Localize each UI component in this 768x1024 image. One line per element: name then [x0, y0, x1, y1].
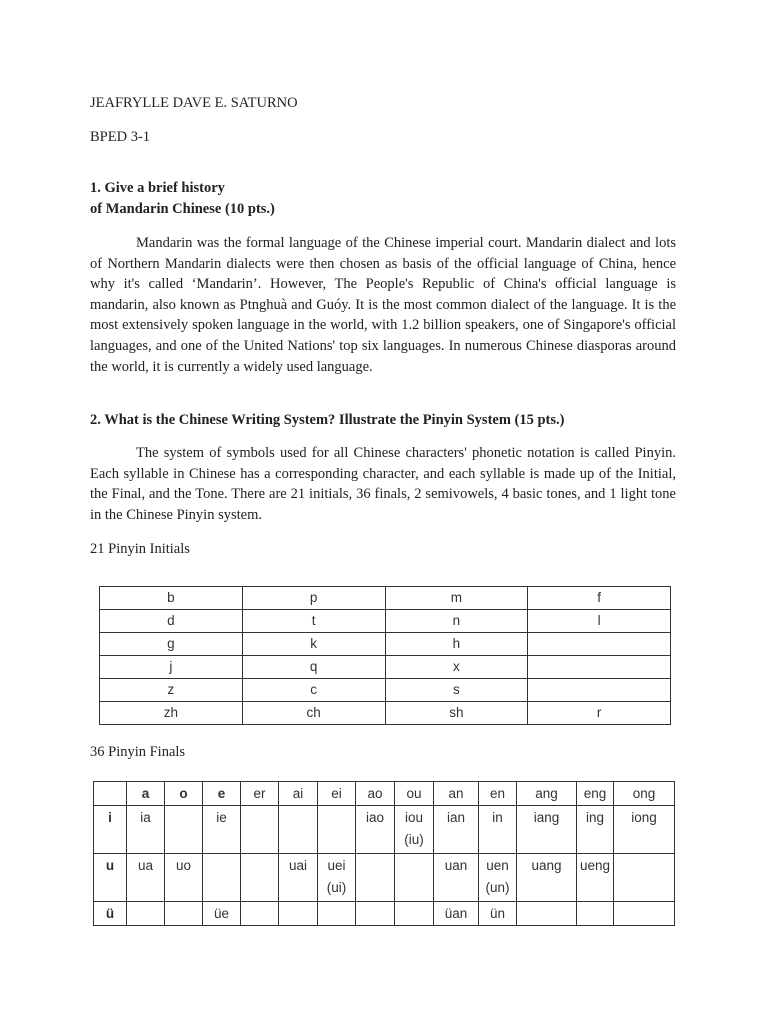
table-cell — [528, 679, 671, 702]
table-cell — [279, 806, 318, 854]
table-cell — [356, 902, 395, 926]
table-cell: üe — [203, 902, 241, 926]
table-cell — [203, 854, 241, 902]
table-cell: ou — [395, 782, 434, 806]
table-cell: uan — [434, 854, 479, 902]
table-cell — [395, 854, 434, 902]
table-cell — [241, 902, 279, 926]
table-cell: ün — [479, 902, 517, 926]
table-cell — [479, 854, 517, 902]
table-cell: eng — [577, 782, 614, 806]
finals-caption: 36 Pinyin Finals — [90, 744, 186, 760]
table-cell: r — [528, 702, 671, 725]
table-row — [100, 587, 671, 610]
table-cell: ian — [434, 806, 479, 854]
table-cell: iao — [356, 806, 395, 854]
student-section: BPED 3-1 — [90, 129, 151, 145]
table-cell: en — [479, 782, 517, 806]
table-cell: s — [385, 679, 528, 702]
table-cell — [395, 902, 434, 926]
table-cell: i — [94, 806, 127, 854]
table-cell: sh — [385, 702, 528, 725]
initials-caption: 21 Pinyin Initials — [90, 541, 190, 557]
table-cell — [241, 806, 279, 854]
table-cell — [165, 902, 203, 926]
table-cell: ai — [279, 782, 318, 806]
table-cell — [356, 854, 395, 902]
table-cell — [127, 902, 165, 926]
table-cell — [528, 633, 671, 656]
table-cell: ueng — [577, 854, 614, 902]
table-row — [94, 806, 675, 854]
question2-title: 2. What is the Chinese Writing System? Illustrate the Pinyin System (15 pts.) — [90, 412, 565, 428]
table-row — [100, 610, 671, 633]
table-cell — [318, 902, 356, 926]
table-cell: in — [479, 806, 517, 854]
table-cell: k — [242, 633, 385, 656]
initials-table — [99, 586, 671, 725]
table-cell — [318, 806, 356, 854]
cell-text: iou (iu) — [404, 810, 424, 847]
table-cell: ü — [94, 902, 127, 926]
table-cell: iang — [517, 806, 577, 854]
table-cell: zh — [100, 702, 243, 725]
question1-answer: Mandarin was the formal language of the Chinese imperial court. Mandarin dialect and lots of Northern Mandarin dialects were then chosen as basis of the official language of China, hence why it's called ‘Mandarin’. However, The People's Republic of China's official language is mandarin, also known as Ptnghuà and Guóy. It is the most common dialect of the language. It is the most extensively spoken language in the world, with 1.2 billion speakers, one of Singapore's official languages, and one of the United Nations' top six languages. In numerous Chinese diasporas around the world, it is currently a widely used language. — [90, 235, 676, 375]
table-cell: ei — [318, 782, 356, 806]
table-cell — [165, 806, 203, 854]
finals-table — [93, 781, 675, 926]
table-cell: o — [165, 782, 203, 806]
table-cell: ao — [356, 782, 395, 806]
table-cell — [614, 902, 675, 926]
table-cell: d — [100, 610, 243, 633]
table-cell: h — [385, 633, 528, 656]
table-cell: n — [385, 610, 528, 633]
table-cell: u — [94, 854, 127, 902]
table-cell: an — [434, 782, 479, 806]
table-cell — [614, 854, 675, 902]
table-cell: b — [100, 587, 243, 610]
table-cell: ang — [517, 782, 577, 806]
student-name: JEAFRYLLE DAVE E. SATURNO — [90, 95, 298, 111]
table-cell: uo — [165, 854, 203, 902]
table-cell: ia — [127, 806, 165, 854]
table-cell: j — [100, 656, 243, 679]
table-cell — [528, 656, 671, 679]
table-cell: uai — [279, 854, 318, 902]
table-cell — [318, 854, 356, 902]
table-cell: l — [528, 610, 671, 633]
table-row — [100, 702, 671, 725]
question2-answer: The system of symbols used for all Chinese characters' phonetic notation is called Pinyin. Each syllable in Chinese has a corresponding character, and each syllable is made up of the Initial, the Final, and the Tone. There are 21 initials, 36 finals, 2 semivowels, 4 basic tones, and 1 light tone in the Chinese Pinyin system. — [90, 445, 676, 523]
table-row — [94, 854, 675, 902]
table-cell — [395, 806, 434, 854]
table-cell: z — [100, 679, 243, 702]
table-cell: m — [385, 587, 528, 610]
table-cell — [517, 902, 577, 926]
table-cell — [577, 902, 614, 926]
question1-title-line1: 1. Give a brief history — [90, 180, 225, 196]
cell-text: uen (un) — [485, 858, 510, 895]
table-cell — [279, 902, 318, 926]
table-row — [100, 656, 671, 679]
table-cell: f — [528, 587, 671, 610]
table-cell: ua — [127, 854, 165, 902]
table-cell: t — [242, 610, 385, 633]
table-cell: üan — [434, 902, 479, 926]
table-cell: c — [242, 679, 385, 702]
table-cell: q — [242, 656, 385, 679]
table-cell: ong — [614, 782, 675, 806]
cell-text: uei (ui) — [326, 858, 347, 895]
table-cell: iong — [614, 806, 675, 854]
table-row — [94, 902, 675, 926]
table-row — [94, 782, 675, 806]
question1-title-line2: of Mandarin Chinese (10 pts.) — [90, 201, 275, 217]
table-row — [100, 633, 671, 656]
table-cell: g — [100, 633, 243, 656]
table-cell: ch — [242, 702, 385, 725]
table-cell: ie — [203, 806, 241, 854]
table-cell: a — [127, 782, 165, 806]
table-cell: ing — [577, 806, 614, 854]
table-cell — [94, 782, 127, 806]
table-cell: er — [241, 782, 279, 806]
table-row — [100, 679, 671, 702]
table-cell: p — [242, 587, 385, 610]
table-cell: uang — [517, 854, 577, 902]
table-cell: x — [385, 656, 528, 679]
table-cell: e — [203, 782, 241, 806]
table-cell — [241, 854, 279, 902]
